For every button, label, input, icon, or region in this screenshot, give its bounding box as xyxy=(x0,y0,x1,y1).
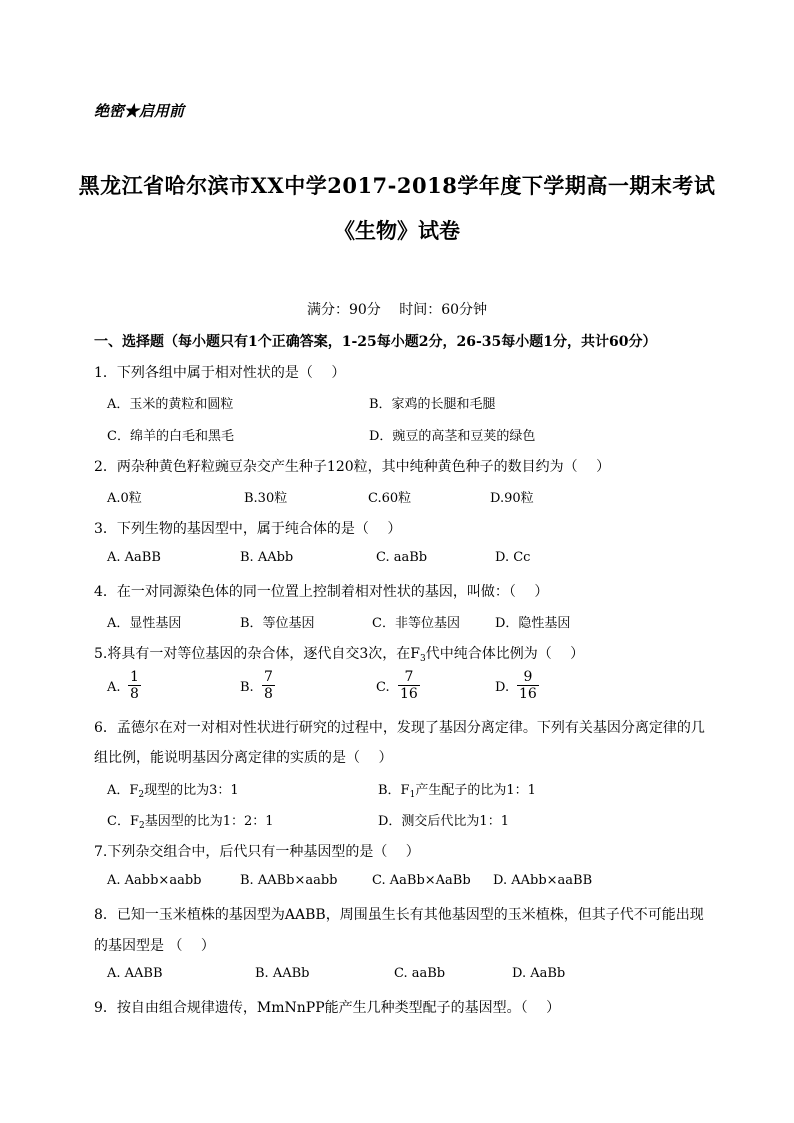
question-8-option-d: D. AaBb xyxy=(512,966,566,981)
question-2-option-b: B.30粒 xyxy=(244,491,288,506)
question-7-option-b: B. AABb×aabb xyxy=(240,873,338,888)
question-1-option-a: A．玉米的黄粒和圆粒 xyxy=(107,397,234,412)
question-1-option-b: B．家鸡的长腿和毛腿 xyxy=(369,397,496,412)
question-4-option-a: A．显性基因 xyxy=(107,616,182,631)
question-6-stem-line1: 6．孟德尔在对一对相对性状进行研究的过程中，发现了基因分离定律。下列有关基因分离定律的几 xyxy=(94,720,705,736)
question-1-option-c: C．绵羊的白毛和黑毛 xyxy=(107,429,234,444)
question-5-option-d-fraction: 9 16 xyxy=(519,669,537,702)
question-6-stem-line2: 组比例，能说明基因分离定律的实质的是（ ） xyxy=(94,750,393,766)
question-7-option-a: A. Aabb×aabb xyxy=(107,873,202,888)
question-7-option-c: C. AaBb×AaBb xyxy=(372,873,471,888)
question-7-option-d: D. AAbb×aaBB xyxy=(493,873,593,888)
question-6-option-c: C．$F_2$基因型的比为1：2：1 xyxy=(107,814,274,831)
question-2-option-a: A.0粒 xyxy=(107,491,142,506)
question-7-stem: 7.下列杂交组合中，后代只有一种基因型的是（ ） xyxy=(94,844,420,860)
question-5-stem: 5.将具有一对等位基因的杂合体，逐代自交3次，在$F_3$代中纯合体比例为（ ） xyxy=(94,646,585,664)
question-1-stem: 1．下列各组中属于相对性状的是（ ） xyxy=(94,365,346,381)
question-5-option-c-fraction: 7 16 xyxy=(400,669,418,702)
question-3-option-c: C. aaBb xyxy=(376,550,428,565)
confidential-mark: 绝密★启用前 xyxy=(94,102,185,120)
question-2-stem: 2．两杂种黄色籽粒豌豆杂交产生种子120粒，其中纯种黄色种子的数目约为（ ） xyxy=(94,459,611,475)
question-6-option-b: B．$F_1$产生配子的比为1：1 xyxy=(378,783,536,800)
question-9-stem: 9．按自由组合规律遗传，MmNnPP能产生几种类型配子的基因型。（ ） xyxy=(94,1000,561,1016)
question-4-option-d: D．隐性基因 xyxy=(495,616,571,631)
question-6-option-a: A．$F_2$现型的比为3：1 xyxy=(107,783,239,800)
question-5-option-a-label: A. xyxy=(107,680,121,695)
question-3-stem: 3．下列生物的基因型中，属于纯合体的是（ ） xyxy=(94,521,402,537)
exam-subtitle: 《生物》试卷 xyxy=(334,218,460,243)
question-3-option-d: D. Cc xyxy=(495,550,531,565)
exam-title: 黑龙江省哈尔滨市XX中学2017-2018学年度下学期高一期末考试 xyxy=(78,173,716,198)
question-5-option-b-label: B. xyxy=(240,680,254,695)
question-8-stem-line1: 8．已知一玉米植株的基因型为AABB，周围虽生长有其他基因型的玉米植株，但其子代不可能出现 xyxy=(94,907,704,923)
question-2-option-c: C.60粒 xyxy=(368,491,412,506)
question-4-option-b: B．等位基因 xyxy=(240,616,315,631)
question-5-option-a-fraction: 1 8 xyxy=(130,669,139,702)
exam-meta: 满分：90分 时间：60分钟 xyxy=(306,302,488,318)
question-5-option-c-label: C. xyxy=(376,680,390,695)
question-5-option-b-fraction: 7 8 xyxy=(264,669,273,702)
question-2-option-d: D.90粒 xyxy=(490,491,534,506)
question-4-stem: 4．在一对同源染色体的同一位置上控制着相对性状的基因，叫做：（ ） xyxy=(94,584,549,600)
section-heading: 一、选择题（每小题只有1个正确答案，1-25每小题2分，26-35每小题1分，共计60分） xyxy=(94,334,657,350)
question-1-option-d: D．豌豆的高茎和豆荚的绿色 xyxy=(369,429,536,444)
question-8-option-a: A. AABB xyxy=(107,966,163,981)
question-5-option-d-label: D. xyxy=(495,680,510,695)
question-4-option-c: C．非等位基因 xyxy=(372,616,460,631)
question-8-option-c: C. aaBb xyxy=(394,966,446,981)
question-8-stem-line2: 的基因型是 （ ） xyxy=(94,938,215,954)
question-3-option-a: A. AaBB xyxy=(107,550,161,565)
question-3-option-b: B. AAbb xyxy=(240,550,294,565)
question-6-option-d: D．测交后代比为1：1 xyxy=(378,814,509,829)
question-8-option-b: B. AABb xyxy=(255,966,310,981)
